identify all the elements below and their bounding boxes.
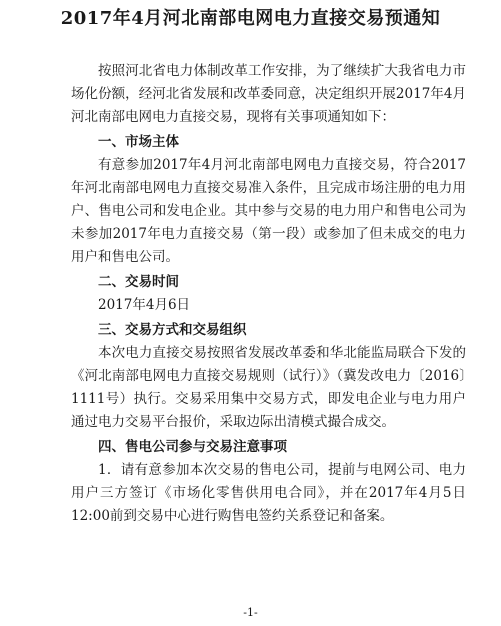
- section-body-trading-method: 本次电力直接交易按照省发展改革委和华北能监局联合下发的《河北南部电网电力直接交易规则（试行）》（冀发改电力〔2016〕1111号）执行。交易采用集中交易方式，即发电企业与电力用户通过电力交易平台报价，采取边际出清模式撮合成交。: [71, 345, 466, 430]
- section-heading-retailer-notes: 四、售电公司参与交易注意事项: [98, 439, 287, 455]
- section-body-trading-time: 2017年4月6日: [98, 297, 191, 313]
- section-body-market-participants: 有意参加2017年4月河北南部电网电力直接交易，符合2017年河北南部电网电力直接交易准入条件，且完成市场注册的电力用户、售电公司和发电企业。其中参与交易的电力用户和售电公司为未参加2017年电力直接交易（第一段）或参加了但未成交的电力用户和售电公司。: [71, 157, 466, 265]
- page-number: -1-: [243, 606, 258, 619]
- section-heading-trading-method: 三、交易方式和交易组织: [98, 322, 247, 338]
- intro-paragraph: 按照河北省电力体制改革工作安排，为了继续扩大我省电力市场化份额，经河北省发展和改革委同意，决定组织开展2017年4月河北南部电网电力直接交易，现将有关事项通知如下：: [71, 63, 466, 125]
- section-heading-trading-time: 二、交易时间: [98, 274, 179, 290]
- document-body: [71, 60, 466, 528]
- section-heading-market-participants: 一、市场主体: [98, 134, 179, 150]
- section-body-retailer-notes: 1．请有意参加本次交易的售电公司，提前与电网公司、电力用户三方签订《市场化零售供用电合同》，并在2017年4月5日12:00前到交易中心进行购售电签约关系登记和备案。: [71, 462, 466, 524]
- document-title: 2017年4月河北南部电网电力直接交易预通知: [60, 8, 441, 29]
